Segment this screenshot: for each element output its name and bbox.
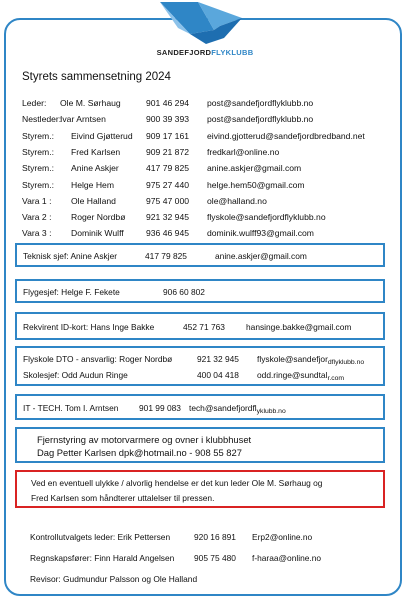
fjernstyring-contact: Dag Petter Karlsen dpk@hotmail.no - 908 55 827 (37, 447, 242, 458)
flygesjef-label: Flygesjef: Helge F. Fekete (23, 287, 120, 297)
board-phone: 900 39 393 (146, 114, 190, 125)
it-phone: 901 99 083 (139, 403, 181, 413)
fjernstyring-box (15, 427, 385, 463)
rekvirent-phone: 452 71 763 (183, 322, 225, 332)
board-role: Vara 2 : (22, 212, 52, 223)
board-name: Roger Nordbø (71, 212, 126, 223)
board-role: Styrem.: (22, 163, 54, 174)
board-role: Styrem.: (22, 179, 54, 190)
board-phone: 936 46 945 (146, 228, 190, 239)
board-role: Leder: (22, 98, 47, 108)
board-email: post@sandefjordflyklubb.no (207, 114, 314, 125)
board-role: Vara 3 : (22, 228, 52, 239)
teknisk-label: Teknisk sjef: Anine Askjer (23, 251, 118, 261)
dto-phone: 921 32 945 (197, 354, 239, 364)
board-email: helge.hem50@gmail.com (207, 179, 305, 190)
notice-line-2: Fred Karlsen som håndterer uttalelser til pressen. (31, 493, 215, 503)
board-name: Dominik Wulff (71, 228, 124, 239)
board-role: Styrem.: (22, 130, 54, 141)
skolesjef-phone: 400 04 418 (197, 370, 239, 380)
flygesjef-phone: 906 60 802 (163, 287, 205, 297)
kontroll-phone: 920 16 891 (194, 532, 236, 542)
board-role: Styrem.: (22, 146, 54, 157)
board-name: Anine Askjer (71, 163, 119, 174)
board-role: Nestleder: (22, 114, 62, 125)
plane-wing-icon (150, 0, 260, 48)
teknisk-phone: 417 79 825 (145, 251, 187, 261)
board-phone: 901 46 294 (146, 98, 190, 108)
it-label: IT - TECH. Tom I. Arntsen (23, 403, 119, 413)
skolesjef-email: odd.ringe@sundtal$_{r.com}$ (257, 370, 345, 382)
teknisk-email: anine.askjer@gmail.com (215, 251, 307, 261)
board-name: Ole Halland (71, 195, 116, 206)
page-title: Styrets sammensetning 2024 (22, 71, 171, 83)
board-phone: 921 32 945 (146, 212, 190, 223)
regnskap-email: f-haraa@online.no (252, 553, 322, 563)
board-name: Eivind Gjøtterud (71, 130, 133, 141)
it-email: tech@sandefjordfl$_{yklubb.no}$ (189, 403, 286, 415)
rekvirent-label: Rekvirent ID-kort: Hans Inge Bakke (23, 322, 155, 332)
board-phone: 975 47 000 (146, 195, 190, 206)
board-phone: 975 27 440 (146, 179, 190, 190)
board-email: anine.askjer@gmail.com (207, 163, 302, 174)
board-name: Fred Karlsen (71, 146, 121, 157)
flyskole-box (15, 346, 385, 386)
kontroll-label: Kontrollutvalgets leder: Erik Pettersen (30, 532, 171, 542)
dto-email: flyskole@sandefjor$_{dflyklubb.no}$ (257, 354, 365, 366)
board-email: post@sandefjordflyklubb.no (207, 98, 314, 108)
skolesjef-label: Skolesjef: Odd Audun Ringe (23, 370, 128, 380)
rekvirent-email: hansinge.bakke@gmail.com (246, 322, 352, 332)
board-email: fredkarl@online.no (207, 146, 280, 157)
regnskap-label: Regnskapsfører: Finn Harald Angelsen (30, 553, 175, 563)
board-email: dominik.wulff93@gmail.com (207, 228, 314, 239)
regnskap-phone: 905 75 480 (194, 553, 236, 563)
board-name: Ole M. Sørhaug (60, 98, 121, 108)
teknisk-sjef-box (15, 243, 385, 267)
board-email: eivind.gjotterud@sandefjordbredband.net (207, 130, 365, 141)
it-box (15, 394, 385, 420)
flygesjef-box (15, 279, 385, 303)
board-phone: 909 17 161 (146, 130, 190, 141)
board-email: ole@halland.no (207, 195, 267, 206)
board-name: Ivar Arntsen (60, 114, 106, 125)
club-logo (150, 0, 260, 62)
press-notice-box (15, 470, 385, 508)
dto-label: Flyskole DTO - ansvarlig: Roger Nordbø (23, 354, 173, 364)
kontroll-email: Erp2@online.no (252, 532, 313, 542)
notice-line-1: Ved en eventuell ulykke / alvorlig hendelse er det kun leder Ole M. Sørhaug og (31, 478, 323, 488)
fjernstyring-title: Fjernstyring av motorvarmere og ovner i klubbhuset (37, 434, 252, 445)
board-name: Helge Hem (71, 179, 114, 190)
board-phone: 417 79 825 (146, 163, 190, 174)
board-phone: 909 21 872 (146, 146, 190, 157)
rekvirent-box (15, 312, 385, 340)
logo-text: SANDEFJORDFLYKLUBB (156, 48, 254, 57)
board-role: Vara 1 : (22, 195, 52, 206)
board-email: flyskole@sandefjordflyklubb.no (207, 212, 326, 223)
revisor-row: Revisor: Gudmundur Palsson og Ole Halland (30, 574, 198, 584)
